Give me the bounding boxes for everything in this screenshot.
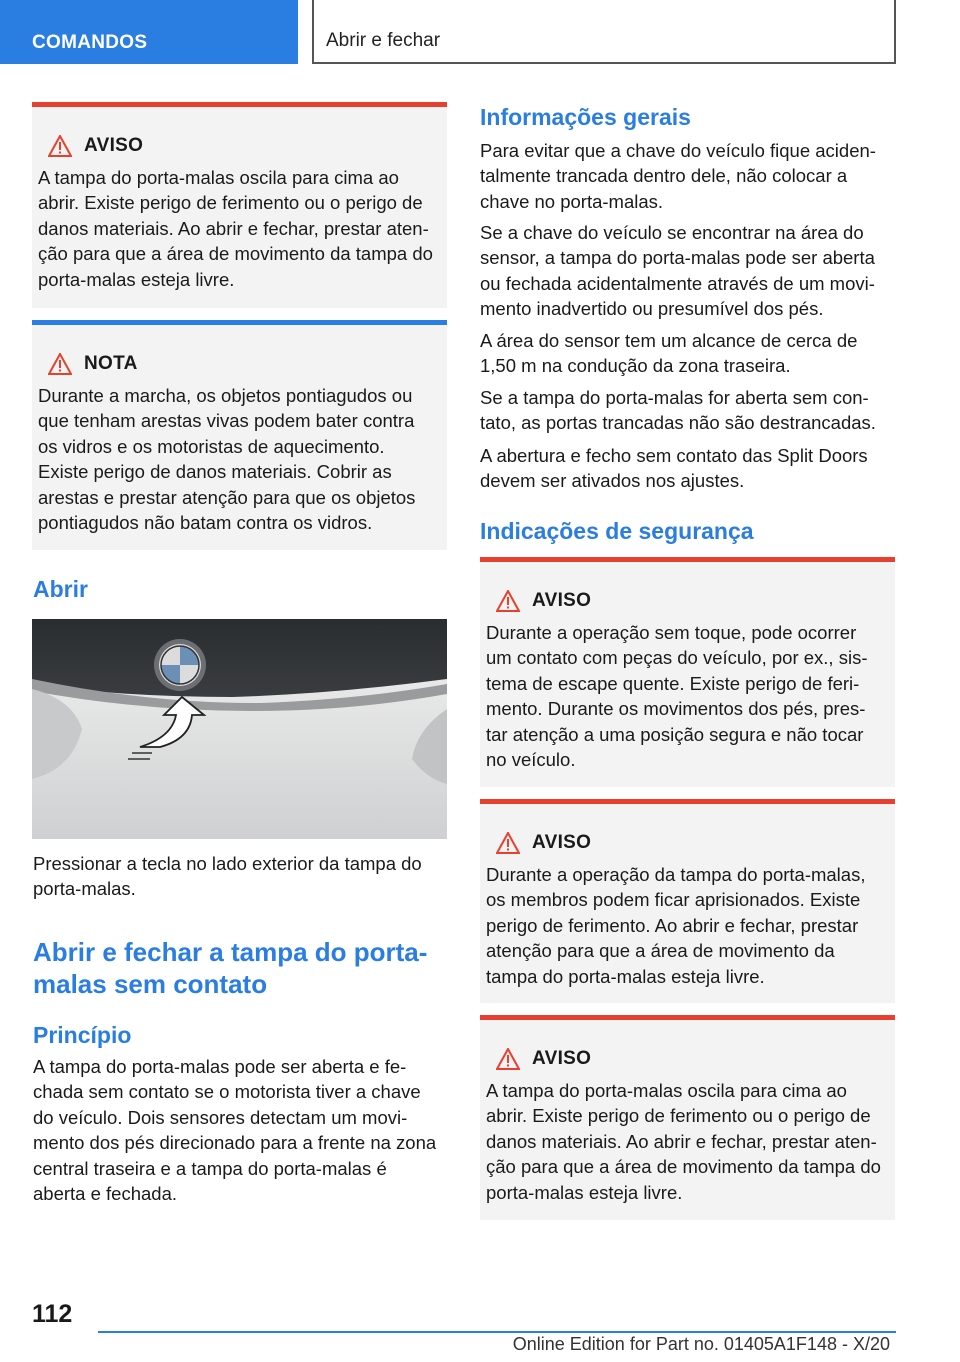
note-title: NOTA <box>84 353 138 374</box>
info-paragraph-4: Se a tampa do porta-malas for aberta sem con- tato, as portas trancadas não são destrancadas. <box>480 387 876 434</box>
warning-triangle-icon <box>496 832 520 854</box>
footer-divider <box>98 1331 896 1333</box>
heading-informacoes-gerais: Informações gerais <box>480 104 691 130</box>
warning-box-tailgate-right <box>480 1015 895 1220</box>
heading-principio: Princípio <box>33 1022 132 1048</box>
warning-box-exhaust <box>480 557 895 787</box>
section-heading-contactless: Abrir e fechar a tampa do porta- malas sem contato <box>33 937 428 999</box>
tailgate-button-photo <box>32 619 447 839</box>
warning-triangle-icon <box>496 1048 520 1070</box>
warning-triangle-icon <box>48 135 72 157</box>
warning-text: Durante a operação sem toque, pode ocorrer um contato com peças do veículo, por ex., sis- tema de escape quente. Existe perigo de feri- mento. Durante os movimentos dos pés, pres- tar atenção a uma posição segura e não tocar no veículo. <box>486 622 868 771</box>
page-header-title: Abrir e fechar <box>312 0 896 64</box>
warning-box-trapped-limbs <box>480 799 895 1003</box>
warning-title: AVISO <box>532 832 592 853</box>
warning-box-tailgate-left <box>32 102 447 308</box>
principio-text: A tampa do porta-malas pode ser aberta e fe- chada sem contato se o motorista tiver a chave do veículo. Dois sensores detectam um movi- mento dos pés direcionado para a frente na zona central traseira e a tampa do porta-malas é aberta e fechada. <box>33 1056 437 1205</box>
footer-edition: Online Edition for Part no. 01405A1F148 - X/20 <box>512 1334 890 1354</box>
info-paragraph-3: A área do sensor tem um alcance de cerca de 1,50 m na condução da zona traseira. <box>480 330 858 377</box>
photo-caption: Pressionar a tecla no lado exterior da tampa do porta-malas. <box>33 853 422 900</box>
warning-triangle-icon <box>48 353 72 375</box>
info-paragraph-1: Para evitar que a chave do veículo fique aciden- talmente trancada dentro dele, não colocar a chave no porta-malas. <box>480 140 876 212</box>
info-paragraph-2: Se a chave do veículo se encontrar na área do sensor, a tampa do porta-malas pode ser aberta ou fechada acidentalmente através de um movi- mento inadvertido ou presumível dos pés. <box>480 222 875 320</box>
note-text: Durante a marcha, os objetos pontiagudos ou que tenham arestas vivas podem bater contra os vidros e os motoristas de aquecimento. Existe perigo de danos materiais. Cobrir as arestas e prestar atenção para que os objetos pontiagudos não batam contra os vidros. <box>38 385 416 534</box>
note-box-sharp-objects <box>32 320 447 550</box>
warning-text: A tampa do porta-malas oscila para cima ao abrir. Existe perigo de ferimento ou o perigo de danos materiais. Ao abrir e fechar, prestar aten- ção para que a área de movimento da tampa do porta-malas esteja livre. <box>38 167 433 290</box>
page-number: 112 <box>32 1300 73 1328</box>
section-tab: COMANDOS <box>0 0 298 64</box>
warning-title: AVISO <box>532 1048 592 1069</box>
info-paragraph-5: A abertura e fecho sem contato das Split Doors devem ser ativados nos ajustes. <box>480 445 868 492</box>
heading-safety: Indicações de segurança <box>480 518 754 544</box>
warning-title: AVISO <box>84 135 144 156</box>
warning-text: A tampa do porta-malas oscila para cima ao abrir. Existe perigo de ferimento ou o perigo de danos materiais. Ao abrir e fechar, prestar aten- ção para que a área de movimento da tampa do porta-malas esteja livre. <box>486 1080 881 1203</box>
warning-text: Durante a operação da tampa do porta-malas, os membros podem ficar aprisionados. Existe perigo de ferimento. Ao abrir e fechar, prestar atenção para que a área de movimento da tampa do porta-malas esteja livre. <box>486 864 866 987</box>
bmw-logo-icon <box>154 639 206 691</box>
warning-triangle-icon <box>496 590 520 612</box>
warning-title: AVISO <box>532 590 592 611</box>
heading-abrir: Abrir <box>33 576 88 602</box>
